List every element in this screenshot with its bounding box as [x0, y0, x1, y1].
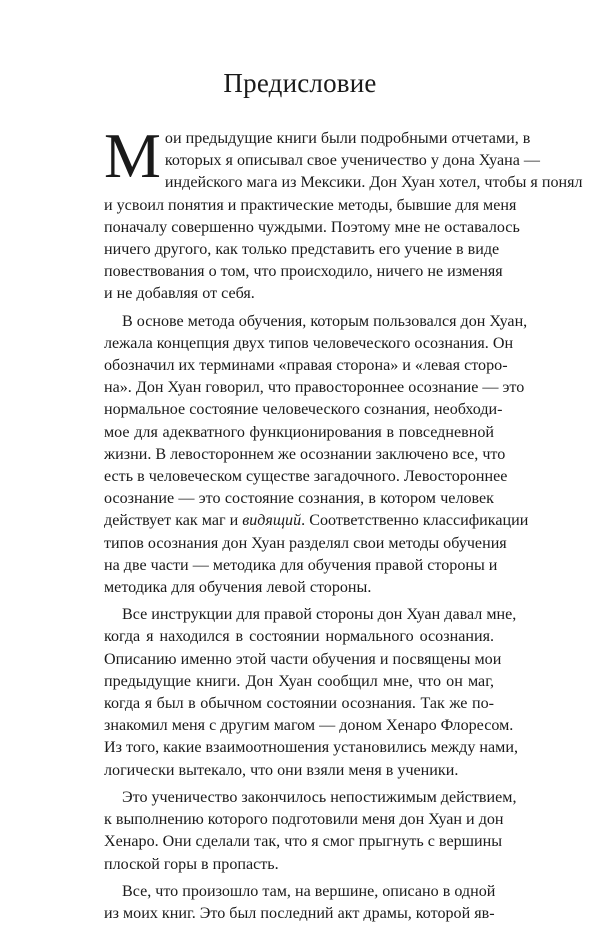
text-line: предыдущие книги. Дон Хуан сообщил мне, что он маг,	[104, 672, 494, 690]
text-line: В основе метода обучения, которым пользовался дон Хуан,	[122, 312, 528, 330]
text-line: из моих книг. Это был последний акт драмы, которой яв-	[104, 904, 495, 922]
text-line: на». Дон Хуан говорил, что правостороннее осознание — это	[104, 379, 525, 397]
text-line: знакомил меня с другим магом — доном Хенаро Флоресом.	[104, 717, 514, 735]
paragraph-1	[104, 120, 583, 306]
text-line: когда я был в обычном состоянии осознания. Так же по-	[104, 695, 494, 713]
text-segment: действует как маг и	[104, 512, 243, 530]
text-line: жизни. В левостороннем же осознании заключено все, что	[104, 445, 506, 463]
text-line: Это ученичество закончилось непостижимым действием,	[122, 788, 517, 806]
text-line: осознание — это состояние сознания, в котором человек	[104, 490, 494, 508]
text-segment: . Соответственно классификации	[301, 512, 529, 530]
text-line: логически вытекало, что они взяли меня в ученики.	[104, 761, 459, 779]
emphasis-text: видящий	[242, 512, 302, 530]
text-line: и не добавляя от себя.	[104, 285, 255, 303]
text-line: ои предыдущие книги были подробными отчетами, в	[164, 130, 531, 147]
text-line: которых я описывал свое ученичество у дона Хуана —	[164, 152, 540, 170]
text-line: когда я находился в состоянии нормального осознания.	[104, 628, 494, 646]
text-line: типов осознания дон Хуан разделял свои методы обучения	[104, 534, 507, 552]
text-line: повествования о том, что происходило, ничего не изменяя	[104, 263, 503, 281]
text-line: Хенаро. Они сделали так, что я смог прыгнуть с вершины	[104, 833, 503, 851]
text-line: нормальное состояние человеческого сознания, необходи-	[104, 401, 503, 419]
paragraph-5	[104, 881, 494, 925]
text-line: Все инструкции для правой стороны дон Хуан давал мне,	[122, 606, 517, 624]
drop-cap: М	[104, 120, 161, 191]
text-line: индейского мага из Мексики. Дон Хуан хотел, чтобы я понял	[164, 174, 583, 192]
text-line: ничего другого, как только представить его учение в виде	[104, 241, 500, 259]
text-line: плоской горы в пропасть.	[104, 855, 279, 873]
text-line: есть в человеческом существе загадочного. Левостороннее	[104, 468, 508, 486]
text-line: поначалу совершенно чуждыми. Поэтому мне не оставалось	[104, 218, 520, 236]
text-line: лежала концепция двух типов человеческого осознания. Он	[104, 334, 514, 352]
text-line: методика для обучения левой стороны.	[104, 579, 372, 597]
text-line: Все, что произошло там, на вершине, описано в одной	[122, 882, 496, 900]
paragraph-4	[104, 787, 517, 876]
page-title: Предисловие	[223, 68, 377, 98]
paragraph-3	[104, 604, 519, 782]
text-line: на две части — методика для обучения правой стороны и	[104, 556, 498, 574]
text-line: Описанию именно этой части обучения и посвящены мои	[104, 650, 502, 668]
text-line: Из того, какие взаимоотношения установились между нами,	[104, 739, 519, 757]
text-line: мое для адекватного функционирования в повседневной	[104, 423, 494, 441]
paragraph-2	[104, 311, 529, 600]
preface-body	[104, 120, 583, 930]
text-line: обозначил их терминами «правая сторона» и «левая сторо-	[104, 357, 508, 375]
text-line: и усвоил понятия и практические методы, бывшие для меня	[104, 196, 517, 214]
text-line: к выполнению которого подготовили меня дон Хуан и дон	[104, 811, 504, 829]
text-line-mixed	[104, 510, 529, 532]
